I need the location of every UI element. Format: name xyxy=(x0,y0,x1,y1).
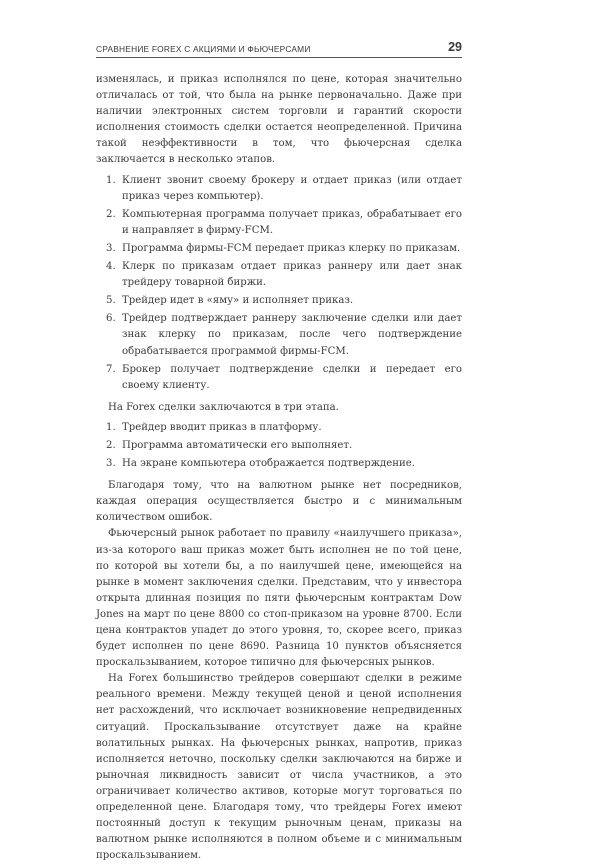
list-item xyxy=(96,311,462,359)
list-item-text: Клерк по приказам отдает приказ раннеру или дает знак трейдеру товарной биржи. xyxy=(122,261,462,289)
running-title: СРАВНЕНИЕ FOREX С АКЦИЯМИ И ФЬЮЧЕРСАМИ xyxy=(96,44,311,54)
list-item-number: 2. xyxy=(106,208,116,220)
list-item-text: На экране компьютера отображается подтверждение. xyxy=(122,458,415,470)
list-item-number: 3. xyxy=(106,458,116,470)
list-item xyxy=(96,362,462,394)
list-item xyxy=(96,293,462,309)
list-item-number: 1. xyxy=(106,174,116,186)
forex-steps-intro: На Forex сделки заключаются в три этапа. xyxy=(108,401,339,413)
list-item xyxy=(96,420,462,436)
list-item-text: Программа фирмы-FCM передает приказ клерку по приказам. xyxy=(122,242,461,254)
page-number: 29 xyxy=(448,40,462,54)
forex-steps-list xyxy=(96,420,462,472)
futures-steps-list xyxy=(96,173,462,394)
list-item xyxy=(96,173,462,205)
paragraph-futures-best-order: Фьючерсный рынок работает по правилу «наилучшего приказа», из-за которого ваш приказ может быть исполнен не по той цене, по которой вы хотели бы, а по наилучшей цене, имеющейся на рынке в момент заключения сделки. Представим, что у инвестора открыта длинная позиция по пяти фьючерсным контрактам Dow Jones на март по цене 8800 со стоп-приказом на уровне 8700. Если цена контрактов упадет до этого уровня, то, скорее всего, приказ будет исполнен по цене 8690. Разница 10 пунктов объясняется проскальзыванием, которое типично для фьючерсных рынков. xyxy=(96,528,462,669)
body-text xyxy=(96,72,462,864)
running-head xyxy=(96,40,462,58)
list-item-text: Трейдер вводит приказ в платформу. xyxy=(122,421,322,433)
list-item xyxy=(96,259,462,291)
list-item-number: 2. xyxy=(106,439,116,451)
list-item-text: Трейдер идет в «яму» и исполняет приказ. xyxy=(122,295,354,307)
list-item-number: 3. xyxy=(106,242,116,254)
list-item-text: Программа автоматически его выполняет. xyxy=(122,439,353,451)
list-item-number: 7. xyxy=(106,363,116,375)
list-item xyxy=(96,207,462,239)
list-item xyxy=(96,241,462,257)
list-item-number: 5. xyxy=(106,295,116,307)
paragraph-continuation: изменялась, и приказ исполнялся по цене, которая значительно отличалась от той, что была на рынке первоначально. Даже при наличии электронных систем торговли и гарантий скорости исполнения стоимость сделки остается неопределенной. Причина такой неэффективности в том, что фьючерсная сделка заключается в несколько этапов. xyxy=(96,74,462,166)
book-page xyxy=(96,40,462,864)
paragraph-forex-real-time: На Forex большинство трейдеров совершают сделки в режиме реального времени. Между текущей ценой и ценой исполнения нет расхождений, что исключает возникновение непредвиденных ситуаций. Проскальзывание отсутствует даже на крайне волатильных рынках. На фьючерсных рынках, напротив, приказ исполняется неточно, поскольку сделки заключаются на бирже и рыночная ликвидность зависит от числа участников, а это ограничивает количество активов, которые могут торговаться по определенной цене. Благодаря тому, что трейдеры Forex имеют постоянный доступ к текущим рыночным ценам, приказы на валютном рынке исполняются в полном объеме и с минимальным проскальзыванием. xyxy=(96,673,462,862)
list-item xyxy=(96,456,462,472)
list-item xyxy=(96,438,462,454)
paragraph-no-intermediaries: Благодаря тому, что на валютном рынке нет посредников, каждая операция осуществляется быстро и с минимальным количеством ошибок. xyxy=(96,480,462,524)
list-item-number: 4. xyxy=(106,261,116,273)
list-item-text: Трейдер подтверждает раннеру заключение сделки или дает знак клерку по приказам, после чего подтверждение обрабатывается программой фирмы-FCM. xyxy=(122,313,462,357)
list-item-text: Брокер получает подтверждение сделки и передает его своему клиенту. xyxy=(122,363,462,391)
list-item-text: Клиент звонит своему брокеру и отдает приказ (или отдает приказ через компьютер). xyxy=(122,174,462,202)
list-item-text: Компьютерная программа получает приказ, обрабатывает его и направляет в фирму-FCM. xyxy=(122,208,462,236)
list-item-number: 6. xyxy=(106,313,116,325)
list-item-number: 1. xyxy=(106,421,116,433)
